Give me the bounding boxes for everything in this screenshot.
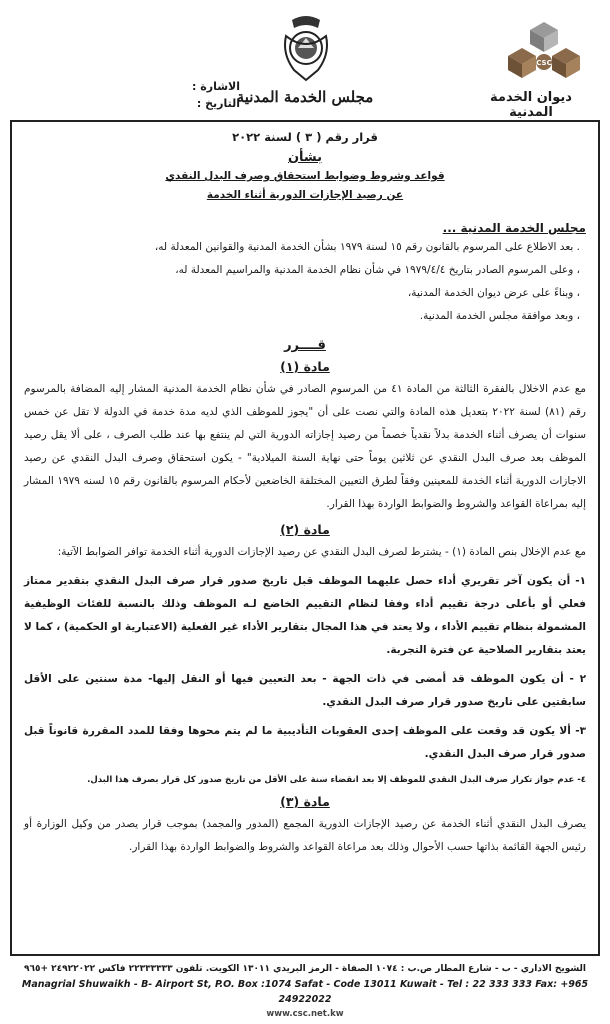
recital-item: ، وبعد موافقة مجلس الخدمة المدنية. (419, 310, 580, 322)
decision-subject-line-1: قواعد وشروط وضوابط استحقاق وصرف البدل النقدي (165, 170, 445, 182)
article-2-title: مادة (٢) (280, 522, 330, 537)
recitals (24, 238, 586, 326)
decided-heading: قــــرر (284, 338, 326, 353)
article-3-body: يصرف البدل النقدي أثناء الخدمة عن رصيد الإجازات الدورية المجمع (المدور والمجمد) بموجب قرار يصدر من وكيل الوزارة أو رئيس الجهة القائمة بذاتها حسب الأحوال وذلك بعد مراعاة القواعد والشروط والضوابط الواردة بهذا القرار. (24, 818, 586, 853)
decision-number: قرار رقم ( ٣ ) لسنة ٢٠٢٢ (232, 130, 378, 144)
council-signature: مجلس الخدمة المدنية ... (442, 221, 586, 235)
reference-fields (160, 80, 240, 114)
footer (10, 962, 600, 1022)
recital-item: ، وعلى المرسوم الصادر بتاريخ ١٩٧٩/٤/٤ في شأن نظام الخدمة المدنية والمراسيم المعدلة له، (175, 264, 580, 276)
decision-about: بشأن (287, 150, 323, 165)
footer-arabic-address: الشويخ الاداري - ب - شارع المطار ص.ب : ١٠٧٤ الصفاة - الرمز البريدي ١٣٠١١ الكويت. تلفون ٢٢٣٣٣٣٣٣ فاكس ٢٤٩٢٢٠٢٢ +٩٦٥ (24, 964, 586, 974)
date-label: التاريخ : (196, 97, 240, 110)
article-2-clause-4: ٤- عدم جواز تكرار صرف البدل النقدي للموظف إلا بعد انقضاء سنة على الأقل من تاريخ صدور كل قرار بصرف هذا البدل. (87, 775, 586, 785)
article-1-title: مادة (١) (280, 359, 330, 374)
footer-website: www.csc.net.kw (266, 1009, 344, 1019)
article-3-title: مادة (٣) (280, 794, 330, 809)
article-2-clause-1: ١- أن يكون آخر تقريري أداء حصل عليهما الموظف قبل تاريخ صدور قرار صرف البدل النقدي بتقدير ممتاز فعلي أو بأعلى درجة تقييم أداء وفقا لنظام التقييم الخاضع لـه الموظف وذلك بالنسبة للفئات الوظيفية المشمولة بنظام تقييم الأداء ، ولا يعتد في هذا المجال بتقارير الأداء غير الفعلية (الاعتبارية او الحكمية) ، كما لا يعتد بتقارير الصلاحية عن فترة التجربة. (24, 575, 586, 656)
decision-body (24, 126, 586, 863)
article-1-body: مع عدم الاخلال بالفقرة الثالثة من المادة ٤١ من المرسوم الصادر في شأن نظام الخدمة المدنية المشار إليه المضافة بالمرسوم رقم (٨١) لسنة ٢٠٢٢ بتعديل هذه المادة والتي نصت على أن "يجوز للموظف الذي لديه مدة خدمة في الدولة لا تقل عن خمس سنوات أن يصرف أثناء الخدمة بدلاً نقدياً خصماً من رصيد إجازاته الدورية التي لم ينتفع بها عند طلب الصرف ، على ألا يقل رصيد الموظف بعد صرف البدل النقدي عن ثلاثين يوماً حتى نهاية السنة الميلادية" - يكون استحقاق وصرف البدل النقدي عن رصيد الاجازات الدورية أثناء الخدمة للمعينين وفقاً لطرق التعيين المختلفة الخاضعين لأحكام المرسوم بالقانون رقم ١٥ لسنه ١٩٧٩ المشار إليه بمراعاة القواعد والشروط والضوابط الواردة بهذا القرار. (24, 383, 586, 510)
footer-english-address: Managrial Shuwaikh - B- Airport St, P.O. Box :1074 Safat - Code 13011 Kuwait - Tel : 22 333 333 Fax: +965 24922022 (21, 979, 589, 1005)
council-logotype: مجلس الخدمة المدنية (236, 88, 374, 106)
org-name: ديوان الخدمة المدنية (490, 90, 572, 120)
kuwait-emblem-icon (282, 14, 330, 84)
article-2-clause-2: ٢ - أن يكون الموظف قد أمضى في ذات الجهة - بعد التعيين فيها أو النقل إليها- مدة سنتين على الأقل سابقتين على تاريخ صدور قرار صرف البدل النقدي. (24, 673, 586, 708)
csc-cube-logo-icon (508, 18, 580, 90)
decision-subject-line-2: عن رصيد الإجازات الدورية أثناء الخدمة (206, 189, 404, 201)
decision-heading (24, 128, 586, 205)
article-2-clause-3: ٣- ألا يكون قد وقعت على الموظف إحدى العقوبات التأديبية ما لم يتم محوها وفقا للمدد المقررة قانوناً قبل صدور قرار صرف البدل النقدي. (24, 725, 586, 760)
article-2-intro: مع عدم الإخلال بنص المادة (١) - يشترط لصرف البدل النقدي عن رصيد الإجازات الدورية أثناء الخدمة توافر الضوابط الآتية: (57, 546, 586, 558)
recital-item: . بعد الاطلاع على المرسوم بالقانون رقم ١٥ لسنة ١٩٧٩ بشأن الخدمة المدنية والقوانين المعدلة له، (154, 241, 580, 253)
recital-item: ، وبناءً على عرض ديوان الخدمة المدنية، (407, 287, 580, 299)
csc-logo-text: CSC (536, 59, 552, 67)
reference-label: الاشارة : (192, 80, 240, 93)
state-emblem (282, 14, 330, 84)
